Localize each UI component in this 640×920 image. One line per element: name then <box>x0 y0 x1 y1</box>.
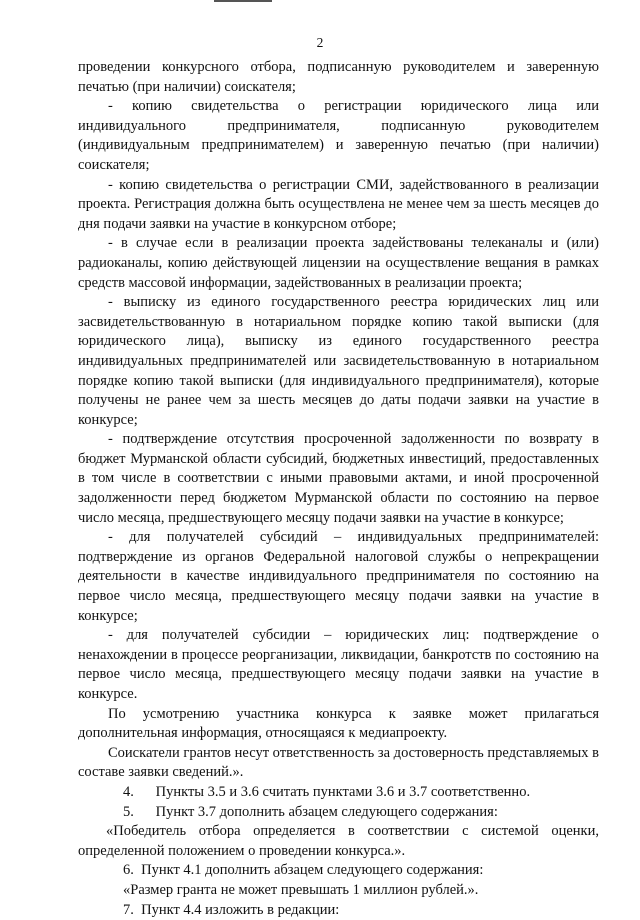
item-6: 6. Пункт 4.1 дополнить абзацем следующего содержания: <box>123 862 484 879</box>
item-5: 5. Пункт 3.7 дополнить абзацем следующего содержания: <box>123 803 498 820</box>
paragraph-7: - для получателей субсидий – индивидуальных предпринимателей: подтверждение из органов Федеральной налоговой службы о непрекращении деятельности в качестве индивидуального предпринимателя по состоянию на первое число месяца, предшествующего месяцу подачи заявки на участие в конкурсе; <box>78 529 599 624</box>
paragraph-10: Соискатели грантов несут ответственность за достоверность представляемых в составе заявки сведений.». <box>78 744 599 781</box>
paragraph-4: - в случае если в реализации проекта задействованы телеканалы и (или) радиоканалы, копию действующей лицензии на осуществление вещания в рамках средств массовой информации, задействованных в реализации проекта; <box>78 235 599 291</box>
quote-1: «Победитель отбора определяется в соответствии с системой оценки, определенной положением о проведении конкурса.». <box>78 823 599 859</box>
item-4: 4. Пункты 3.5 и 3.6 считать пунктами 3.6 и 3.7 соответственно. <box>123 783 531 800</box>
paragraph-5: - выписку из единого государственного реестра юридических лиц или засвидетельствованную в нотариальном порядке копию такой выписки (для юридического лица), выписку из единого государственного реестра индивидуальных предпринимателей или засвидетельствованную в нотариальном порядке копию такой выписки (для индивидуального предпринимателя), которые получены не ранее чем за шесть месяцев до даты подачи заявки на участие в конкурсе; <box>78 294 599 428</box>
paragraph-2: - копию свидетельства о регистрации юридического лица или индивидуального предпринимателя, подписанную руководителем (индивидуальным предпринимателем) и заверенную печатью (при наличии) соискателя; <box>78 98 599 173</box>
body-text <box>78 58 599 920</box>
paragraph-8: - для получателей субсидии – юридических лиц: подтверждение о ненахождении в процессе реорганизации, ликвидации, банкротств по состоянию на первое число месяца, предшествующего месяцу подачи заявки на участие в конкурсе. <box>78 627 599 702</box>
item-7: 7. Пункт 4.4 изложить в редакции: <box>123 901 340 918</box>
quote-2: «Размер гранта не может превышать 1 миллион рублей.». <box>123 881 479 898</box>
paragraph-1: проведении конкурсного отбора, подписанную руководителем и заверенную печатью (при наличии) соискателя; <box>78 59 599 95</box>
header-rule <box>214 0 272 2</box>
paragraph-3: - копию свидетельства о регистрации СМИ, задействованного в реализации проекта. Регистрация должна быть осуществлена не менее чем за шесть месяцев до дня подачи заявки на участие в конкурсном отборе; <box>78 176 599 232</box>
page-number: 2 <box>316 35 324 50</box>
paragraph-9: По усмотрению участника конкурса к заявке может прилагаться дополнительная информация, относящаяся к медиапроекту. <box>78 705 599 742</box>
paragraph-6: - подтверждение отсутствия просроченной задолженности по возврату в бюджет Мурманской области субсидий, бюджетных инвестиций, предоставленных в том числе в соответствии с иными правовыми актами, и иной просроченной задолженности перед бюджетом Мурманской области по состоянию на первое число месяца, предшествующего месяцу подачи заявки на участие в конкурсе; <box>78 431 599 526</box>
